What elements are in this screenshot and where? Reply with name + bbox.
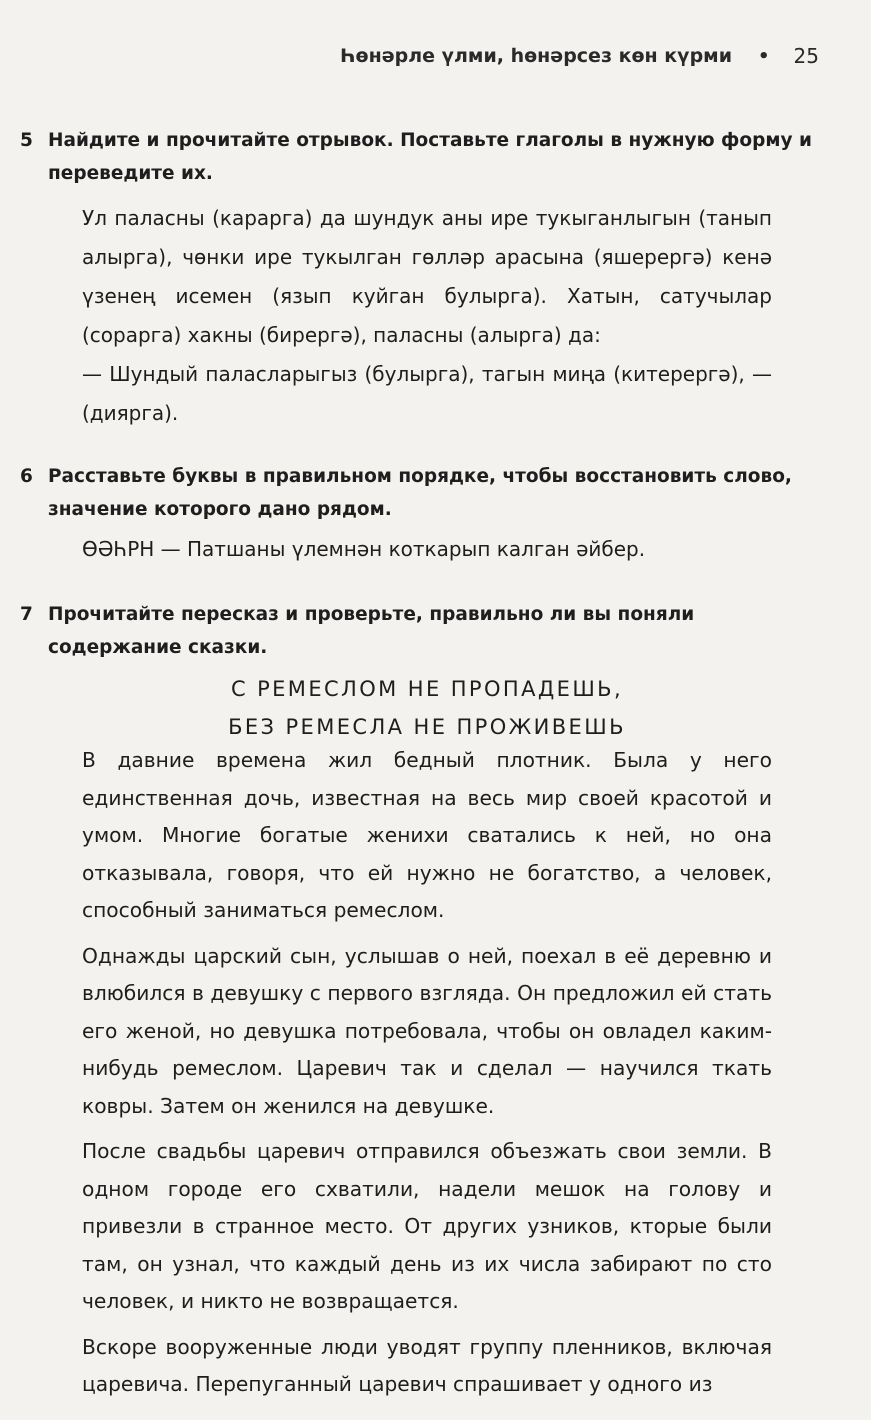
story-paragraph: После свадьбы царевич отправился объезжать свои земли. В одном городе его схватили, надели мешок на голову и привезли в странное место. От других узников, кторые были там, он узнал, что каждый день из их числа забирают по сто человек, и никто не возвращается. bbox=[82, 1139, 772, 1313]
exercise-number: 7 bbox=[20, 604, 33, 625]
exercise-paragraph: — Шундый паласларыгыз (булырга), тагын миңа (китерергә), — (диярга). bbox=[82, 362, 772, 425]
exercise-number: 5 bbox=[20, 130, 33, 151]
running-header bbox=[340, 44, 819, 68]
header-bullet: • bbox=[758, 45, 770, 67]
exercise-number: 6 bbox=[20, 466, 33, 487]
exercise-paragraph: Ул паласны (карарга) да шундук аны ире тукыганлыгын (танып алырга), чөнки ире тукылган гөлләр арасына (яшерергә) кенә үзенең исемен (язып куйган булырга). Хатын, сатучылар (сорарга) хакны (бирергә), паласны (алырга) да: bbox=[82, 206, 772, 347]
exercise-text bbox=[82, 199, 772, 433]
story-paragraph: В давние времена жил бедный плотник. Была у него единственная дочь, известная на весь мир своей красотой и умом. Многие богатые женихи сватались к ней, но она отказывала, говоря, что ей нужно не богатство, а человек, способный заниматься ремеслом. bbox=[82, 748, 772, 922]
story-text bbox=[82, 742, 772, 1412]
exercise-instruction: Расставьте буквы в правильном порядке, чтобы восстановить слово, значение которого дано рядом. bbox=[48, 466, 792, 520]
running-title: Һөнәрле үлми, һөнәрсез көн күрми bbox=[340, 45, 733, 67]
story-title-line: С РЕМЕСЛОМ НЕ ПРОПАДЕШЬ, bbox=[230, 677, 624, 701]
exercise-instruction: Прочитайте пересказ и проверьте, правильно ли вы поняли содержание сказки. bbox=[48, 604, 695, 658]
exercise-paragraph: ӨӘҺРН — Патшаны үлемнән коткарып калган әйбер. bbox=[82, 537, 646, 561]
story-paragraph: Однажды царский сын, услышав о ней, поехал в её деревню и влюбился в девушку с первого взгляда. Он предложил ей стать его женой, но девушка потребовала, чтобы он овладел каким-нибудь ремеслом. Царевич так и сделал — научился ткать ковры. Затем он женился на девушке. bbox=[82, 943, 772, 1118]
exercise-text bbox=[82, 530, 772, 569]
story-title bbox=[82, 670, 772, 746]
story-paragraph: Вскоре вооруженные люди уводят группу пленников, включая царевича. Перепуганный царевич спрашивает у одного из bbox=[82, 1334, 772, 1396]
story-title-line: БЕЗ РЕМЕСЛА НЕ ПРОЖИВЕШЬ bbox=[228, 715, 626, 739]
exercise-instruction: Найдите и прочитайте отрывок. Поставьте глаголы в нужную форму и переведите их. bbox=[48, 130, 812, 184]
page-number: 25 bbox=[793, 44, 819, 68]
